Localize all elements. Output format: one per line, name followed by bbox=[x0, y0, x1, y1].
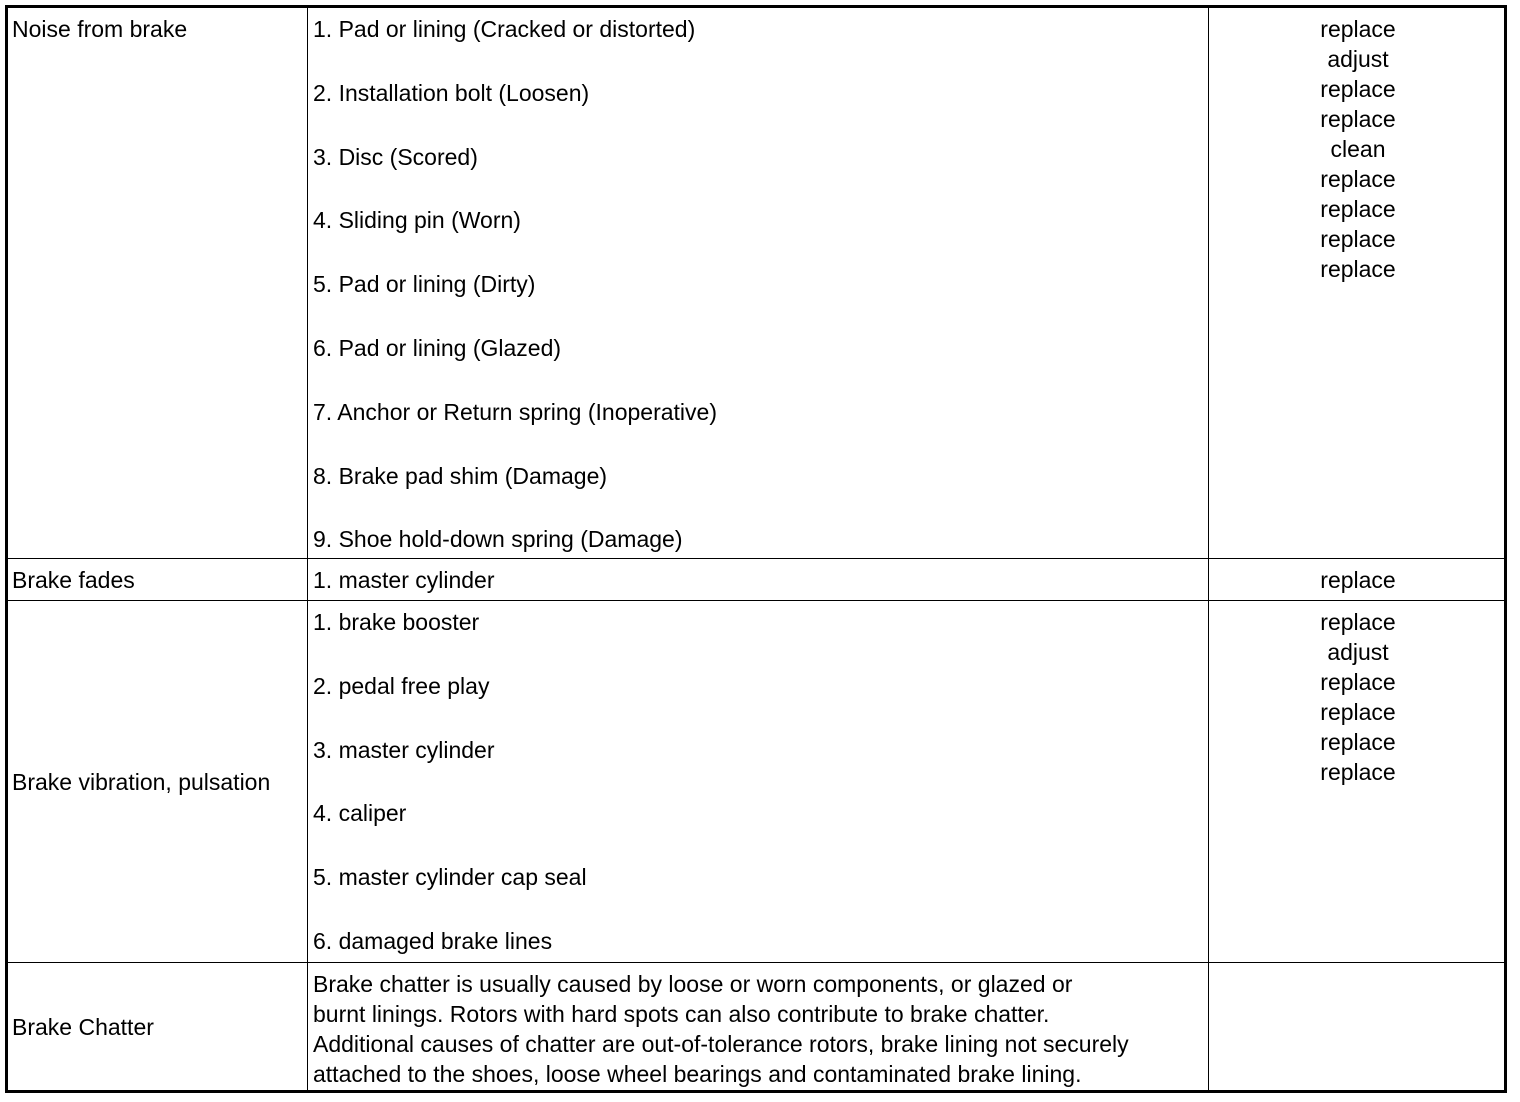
cause-item: 3. Disc (Scored) bbox=[313, 143, 478, 170]
action-item: replace bbox=[1320, 226, 1396, 252]
cause-cell bbox=[308, 559, 1209, 600]
action-item: replace bbox=[1320, 106, 1396, 132]
cause-item: 4. caliper bbox=[313, 800, 407, 827]
action-item: adjust bbox=[1327, 639, 1389, 665]
description-cell bbox=[308, 963, 1209, 1090]
action-item: replace bbox=[1320, 609, 1396, 635]
action-list bbox=[1209, 8, 1507, 284]
cause-item: 3. master cylinder bbox=[313, 736, 495, 763]
symptom-label: Brake Chatter bbox=[12, 1013, 154, 1040]
action-item: replace bbox=[1320, 166, 1396, 192]
cause-cell bbox=[308, 601, 1209, 962]
action-item: replace bbox=[1320, 567, 1396, 593]
action-item: adjust bbox=[1327, 46, 1389, 72]
cause-item: 1. Pad or lining (Cracked or distorted) bbox=[313, 16, 696, 42]
cause-item: 2. Installation bolt (Loosen) bbox=[313, 79, 590, 106]
cause-list bbox=[313, 8, 1208, 582]
action-item: replace bbox=[1320, 669, 1396, 695]
description-line: Additional causes of chatter are out-of-tolerance rotors, brake lining not securely bbox=[313, 1031, 1129, 1057]
description-line: Brake chatter is usually caused by loose or worn components, or glazed or bbox=[313, 971, 1073, 997]
cause-item: 2. pedal free play bbox=[313, 672, 490, 699]
description-paragraph bbox=[313, 963, 1208, 1089]
table-row bbox=[8, 8, 1504, 559]
description-line: attached to the shoes, loose wheel bearings and contaminated brake lining. bbox=[313, 1061, 1082, 1087]
action-item: replace bbox=[1320, 699, 1396, 725]
symptom-cell bbox=[8, 601, 308, 962]
cause-item: 9. Shoe hold-down spring (Damage) bbox=[313, 526, 683, 553]
troubleshooting-table bbox=[5, 5, 1507, 1093]
cause-item: 1. brake booster bbox=[313, 609, 480, 635]
table-row bbox=[8, 601, 1504, 963]
symptom-label: Brake vibration, pulsation bbox=[12, 768, 271, 795]
description-line: burnt linings. Rotors with hard spots can also contribute to brake chatter. bbox=[313, 1001, 1050, 1027]
symptom-cell bbox=[8, 559, 308, 600]
cause-item: 7. Anchor or Return spring (Inoperative) bbox=[313, 398, 717, 425]
cause-list bbox=[313, 601, 1208, 984]
action-cell bbox=[1209, 601, 1507, 962]
symptom-label: Brake fades bbox=[12, 567, 135, 593]
cause-item: 5. master cylinder cap seal bbox=[313, 864, 587, 891]
action-item: replace bbox=[1320, 196, 1396, 222]
cause-item: 5. Pad or lining (Dirty) bbox=[313, 271, 536, 298]
cause-item: 8. Brake pad shim (Damage) bbox=[313, 462, 608, 489]
cause-item: 4. Sliding pin (Worn) bbox=[313, 207, 521, 234]
action-item: replace bbox=[1320, 256, 1396, 282]
symptom-cell bbox=[8, 8, 308, 558]
action-item: replace bbox=[1320, 16, 1396, 42]
action-item: clean bbox=[1330, 136, 1386, 162]
action-item: replace bbox=[1320, 759, 1396, 785]
symptom-cell bbox=[8, 963, 308, 1090]
symptom-label: Noise from brake bbox=[12, 16, 188, 42]
action-item: replace bbox=[1320, 76, 1396, 102]
cause-item: 1. master cylinder bbox=[313, 567, 495, 593]
table-row bbox=[8, 559, 1504, 601]
action-cell bbox=[1209, 963, 1507, 1090]
cause-item: 6. Pad or lining (Glazed) bbox=[313, 334, 562, 361]
cause-cell bbox=[308, 8, 1209, 558]
table-row bbox=[8, 963, 1504, 1090]
action-list bbox=[1209, 601, 1507, 787]
cause-item: 6. damaged brake lines bbox=[313, 927, 553, 954]
action-cell bbox=[1209, 559, 1507, 600]
action-item: replace bbox=[1320, 729, 1396, 755]
action-cell bbox=[1209, 8, 1507, 558]
